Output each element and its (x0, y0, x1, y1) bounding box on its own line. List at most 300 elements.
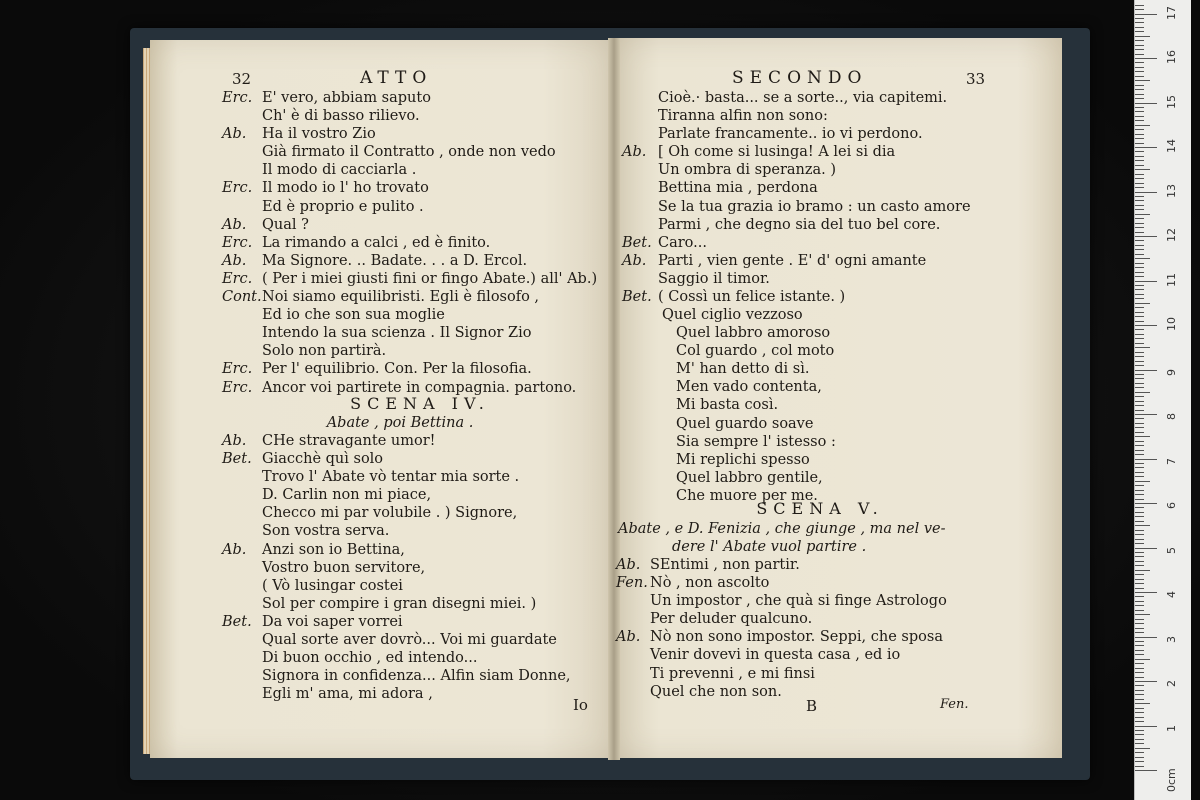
ruler-tick (1135, 708, 1144, 709)
line-text: Nò non sono impostor. Seppi, che sposa (650, 629, 943, 646)
right-page-number: 33 (966, 70, 986, 88)
ruler-tick (1135, 365, 1144, 366)
ruler-label: 16 (1165, 50, 1178, 64)
ruler-tick (1135, 450, 1144, 451)
ruler-tick (1135, 507, 1144, 508)
right-dialogue-block (622, 89, 971, 306)
ruler-tick (1135, 645, 1144, 646)
ruler-tick (1135, 303, 1150, 304)
ruler-tick (1135, 214, 1150, 215)
ruler-tick (1135, 441, 1144, 442)
ruler-tick (1135, 232, 1144, 233)
line-text: Caro... (658, 234, 707, 251)
ruler-tick (1135, 85, 1144, 86)
speaker-label: Ab. (616, 557, 641, 573)
aria-verse: Quel labbro gentile, (676, 469, 823, 486)
signature-mark: B (806, 697, 818, 715)
text-line (222, 667, 571, 685)
ruler-tick (1135, 160, 1144, 161)
line-text: Anzi son io Bettina, (262, 541, 405, 558)
ruler-tick (1135, 147, 1157, 148)
ruler-tick (1135, 534, 1144, 535)
ruler-tick (1135, 174, 1144, 175)
ruler-tick (1135, 463, 1144, 464)
ruler-tick (1135, 619, 1144, 620)
ruler-tick (1135, 209, 1144, 210)
ruler-tick (1135, 316, 1144, 317)
text-line (222, 450, 571, 468)
text-line (222, 685, 571, 703)
line-text: Ha il vostro Zio (262, 126, 376, 143)
text-line (622, 270, 971, 288)
ruler-tick (1135, 565, 1144, 566)
line-text: D. Carlin non mi piace, (262, 487, 432, 504)
left-catchword: Io (573, 696, 588, 714)
ruler-tick (1135, 62, 1144, 63)
ruler-label: 12 (1165, 228, 1178, 242)
speaker-label: Ab. (222, 541, 247, 558)
speaker-label: Erc. (222, 361, 253, 378)
speaker-label: Ab. (222, 126, 247, 143)
text-line (222, 324, 597, 342)
ruler-tick (1135, 151, 1144, 152)
ruler-tick (1135, 254, 1144, 255)
text-line (222, 504, 571, 522)
ruler-tick (1135, 94, 1144, 95)
ruler-tick (1135, 49, 1144, 50)
ruler-tick (1135, 485, 1144, 486)
line-text: Ti prevenni , e mi finsi (650, 665, 815, 682)
ruler-label: 15 (1165, 94, 1178, 109)
ruler-tick (1135, 178, 1144, 179)
left-scene-subtitle: Abate , poi Bettina . (326, 415, 474, 431)
ruler-tick (1135, 5, 1144, 6)
aria-verse: Sia sempre l' istesso : (676, 433, 836, 450)
ruler-tick (1135, 294, 1144, 295)
left-page-number: 32 (232, 70, 252, 88)
text-line (222, 216, 597, 234)
line-text: CHe stravagante umor! (262, 433, 436, 449)
text-line (222, 541, 571, 559)
ruler-tick (1135, 623, 1144, 624)
ruler-tick (1135, 610, 1144, 611)
aria-verse: Che muore per me. (676, 487, 818, 504)
ruler-tick (1135, 272, 1144, 273)
ruler-tick (1135, 325, 1157, 326)
ruler-label: 0cm (1165, 768, 1178, 792)
text-line (616, 628, 947, 646)
line-text: Vostro buon servitore, (262, 559, 426, 576)
text-line (622, 288, 971, 306)
text-line (222, 288, 597, 306)
text-line (222, 125, 597, 143)
text-line (622, 179, 971, 197)
ruler-tick (1135, 494, 1144, 495)
text-line (622, 143, 971, 161)
text-line (622, 216, 971, 234)
line-text: Già firmato il Contratto , onde non vedo (262, 144, 556, 161)
text-line (616, 610, 947, 628)
ruler-tick (1135, 27, 1144, 28)
ruler-label: 10 (1165, 317, 1178, 331)
text-line (222, 559, 571, 577)
ruler-tick (1135, 583, 1144, 584)
speaker-label: Erc. (222, 90, 253, 106)
line-text: Sol per compire i gran disegni miei. ) (262, 595, 537, 612)
ruler-tick (1135, 681, 1157, 682)
ruler-tick (1135, 298, 1144, 299)
ruler-tick (1135, 694, 1144, 695)
ruler-tick (1135, 138, 1144, 139)
line-text: Un ombra di speranza. ) (658, 162, 837, 179)
ruler-tick (1135, 472, 1144, 473)
ruler-tick (1135, 436, 1150, 437)
ruler-tick (1135, 205, 1144, 206)
ruler-tick (1135, 654, 1144, 655)
text-line (222, 595, 571, 613)
ruler-tick (1135, 579, 1144, 580)
ruler-tick (1135, 111, 1144, 112)
ruler-tick (1135, 548, 1157, 549)
line-text: Intendo la sua scienza . Il Signor Zio (262, 325, 532, 342)
ruler-tick (1135, 347, 1150, 348)
ruler-tick (1135, 614, 1150, 615)
ruler-tick (1135, 120, 1144, 121)
ruler-tick (1135, 641, 1144, 642)
ruler-tick (1135, 739, 1144, 740)
speaker-label: Ab. (622, 252, 647, 269)
ruler-tick (1135, 445, 1144, 446)
line-text: Egli m' ama, mi adora , (262, 686, 433, 703)
ruler-tick (1135, 734, 1144, 735)
ruler-tick (1135, 605, 1144, 606)
ruler-tick (1135, 31, 1144, 32)
ruler-tick (1135, 263, 1144, 264)
ruler-tick (1135, 218, 1144, 219)
ruler-tick (1135, 418, 1144, 419)
ruler-tick (1135, 516, 1144, 517)
ruler-label: 1 (1165, 724, 1178, 732)
ruler-tick (1135, 530, 1144, 531)
ruler-tick (1135, 752, 1144, 753)
ruler-tick (1135, 414, 1157, 415)
ruler-tick (1135, 757, 1144, 758)
text-line (616, 683, 947, 701)
text-line (222, 198, 597, 216)
ruler-tick (1135, 539, 1144, 540)
line-text: La rimando a calci , ed è finito. (262, 234, 491, 251)
ruler-tick (1135, 370, 1157, 371)
line-text: Un impostor , che quà si finge Astrologo (650, 593, 947, 610)
ruler-tick (1135, 89, 1144, 90)
left-dialogue-block (222, 89, 597, 397)
text-line (616, 574, 947, 592)
speaker-label: Ab. (622, 144, 647, 161)
text-line (616, 665, 947, 683)
ruler-tick (1135, 490, 1144, 491)
text-line (222, 161, 597, 179)
text-line (222, 631, 571, 649)
ruler-tick (1135, 183, 1144, 184)
text-line (222, 306, 597, 324)
ruler-tick (1135, 240, 1144, 241)
line-text: Se la tua grazia io bramo : un casto amore (658, 198, 971, 215)
line-text: Il modo io l' ho trovato (262, 180, 429, 197)
speaker-label: Bet. (222, 451, 252, 468)
ruler-label: 9 (1165, 368, 1178, 376)
ruler-tick (1135, 601, 1144, 602)
ruler-tick (1135, 410, 1144, 411)
ruler-tick (1135, 18, 1144, 19)
ruler-tick (1135, 525, 1150, 526)
ruler-tick (1135, 650, 1144, 651)
text-line (622, 161, 971, 179)
ruler-tick (1135, 454, 1144, 455)
ruler-tick (1135, 743, 1144, 744)
ruler-label: 17 (1165, 5, 1178, 20)
ruler-tick (1135, 356, 1144, 357)
text-line (222, 468, 571, 486)
ruler-tick (1135, 387, 1144, 388)
ruler-tick (1135, 685, 1144, 686)
ruler-tick (1135, 721, 1144, 722)
text-line (222, 143, 597, 161)
line-text: ( Per i miei giusti fini or fingo Abate.) all' Ab.) (262, 270, 598, 287)
line-text: Parlate francamente.. io vi perdono. (658, 126, 923, 143)
ruler-tick (1135, 392, 1150, 393)
ruler-tick (1135, 677, 1144, 678)
text-line (616, 646, 947, 664)
ruler-tick (1135, 459, 1157, 460)
ruler-tick (1135, 103, 1157, 104)
aria-verse: Men vado contenta, (676, 379, 822, 396)
ruler-tick (1135, 14, 1157, 15)
ruler-tick (1135, 223, 1144, 224)
ruler-tick (1135, 22, 1144, 23)
ruler-label: 7 (1165, 457, 1178, 465)
line-text: Quel che non son. (650, 683, 782, 700)
text-line (222, 522, 571, 540)
ruler-tick (1135, 396, 1144, 397)
ruler-tick (1135, 276, 1144, 277)
ruler-tick (1135, 503, 1157, 504)
ruler-tick (1135, 236, 1157, 237)
ruler-tick (1135, 9, 1144, 10)
ruler-label: 3 (1165, 635, 1178, 643)
ruler-tick (1135, 405, 1144, 406)
right-catchword: Fen. (940, 697, 969, 712)
ruler-tick (1135, 329, 1144, 330)
ruler-tick (1135, 592, 1157, 593)
line-text: ( Cossì un felice istante. ) (658, 289, 846, 306)
ruler-tick (1135, 116, 1144, 117)
text-line (222, 360, 597, 378)
ruler-tick (1135, 556, 1144, 557)
ruler-tick (1135, 672, 1144, 673)
ruler-tick (1135, 361, 1144, 362)
ruler-tick (1135, 521, 1144, 522)
right-running-header: SECONDO (732, 68, 868, 88)
line-text: Ed io che son sua moglie (262, 307, 445, 324)
ruler-tick (1135, 267, 1144, 268)
ruler-tick (1135, 289, 1144, 290)
aria-verses (662, 306, 836, 505)
line-text: Ma Signore. .. Badate. . . a D. Ercol. (262, 252, 528, 269)
ruler-tick (1135, 637, 1157, 638)
ruler-tick (1135, 134, 1144, 135)
ruler-tick (1135, 766, 1144, 767)
right-scene-subtitle-2: dere l' Abate vuol partire . (672, 539, 867, 555)
line-text: Noi siamo equilibristi. Egli è filosofo , (262, 289, 540, 306)
ruler-tick (1135, 245, 1144, 246)
line-text: Giacchè quì solo (262, 451, 384, 468)
ruler-tick (1135, 570, 1150, 571)
line-text: Trovo l' Abate vò tentar mia sorte . (262, 469, 520, 486)
aria-verse: Quel guardo soave (676, 415, 814, 432)
left-running-header: ATTO (360, 68, 433, 88)
line-text: ( Vò lusingar costei (262, 577, 403, 594)
ruler-label: 13 (1165, 183, 1178, 198)
ruler-tick (1135, 552, 1144, 553)
speaker-label: Erc. (222, 379, 253, 396)
speaker-label: Bet. (622, 289, 652, 306)
text-line (222, 649, 571, 667)
left-scene-title: SCENA IV. (350, 394, 490, 413)
text-line (622, 89, 971, 107)
ruler-tick (1135, 258, 1150, 259)
ruler-tick (1135, 748, 1150, 749)
ruler-label: 14 (1165, 139, 1178, 153)
ruler-tick (1135, 196, 1144, 197)
text-line (622, 125, 971, 143)
aria-verse: Quel ciglio vezzoso (662, 307, 803, 323)
ruler-tick (1135, 312, 1144, 313)
ruler-tick (1135, 129, 1144, 130)
ruler-tick (1135, 574, 1144, 575)
speaker-label: Fen. (616, 575, 648, 592)
ruler-tick (1135, 467, 1144, 468)
line-text: Tiranna alfin non sono: (658, 108, 828, 125)
ruler-tick (1135, 632, 1144, 633)
text-line (616, 556, 947, 574)
ruler-label: 11 (1165, 272, 1178, 287)
ruler-tick (1135, 423, 1144, 424)
line-text: Nò , non ascolto (650, 575, 770, 592)
speaker-label: Bet. (622, 234, 652, 251)
ruler-tick (1135, 165, 1144, 166)
ruler-tick (1135, 352, 1144, 353)
ruler-tick (1135, 401, 1144, 402)
ruler-tick (1135, 712, 1144, 713)
speaker-label: Ab. (222, 252, 247, 269)
right-scene-subtitle-1: Abate , e D. Fenizia , che giunge , ma nel ve- (618, 521, 946, 537)
line-text: Parti , vien gente . E' d' ogni amante (658, 252, 927, 269)
text-line (222, 179, 597, 197)
line-text: E' vero, abbiam saputo (262, 90, 431, 106)
line-text: Son vostra serva. (262, 523, 390, 540)
ruler-tick (1135, 432, 1144, 433)
aria-verse: Mi basta così. (676, 397, 779, 414)
ruler-tick (1135, 761, 1144, 762)
text-line (222, 270, 597, 288)
ruler-label: 2 (1165, 680, 1178, 687)
speaker-label: Erc. (222, 270, 253, 287)
text-line (222, 577, 571, 595)
aria-verse: Quel labbro amoroso (676, 325, 831, 342)
ruler-tick (1135, 703, 1150, 704)
speaker-label: Erc. (222, 234, 253, 251)
ruler-tick (1135, 378, 1144, 379)
ruler-tick (1135, 668, 1144, 669)
ruler-tick (1135, 690, 1144, 691)
right-scene-title: SCENA V. (756, 499, 884, 518)
text-line (622, 198, 971, 216)
text-line (222, 432, 571, 450)
line-text: Venir dovevi in questa casa , ed io (650, 647, 901, 664)
ruler-label: 8 (1165, 413, 1178, 420)
ruler-tick (1135, 45, 1144, 46)
ruler-tick (1135, 481, 1150, 482)
line-text: Per l' equilibrio. Con. Per la filosofia. (262, 361, 532, 378)
ruler-tick (1135, 717, 1144, 718)
ruler-tick (1135, 663, 1144, 664)
ruler-tick (1135, 383, 1144, 384)
speaker-label: Cont. (222, 289, 262, 306)
measurement-ruler (1134, 0, 1191, 800)
ruler-tick (1135, 321, 1144, 322)
line-text: Bettina mia , perdona (658, 180, 818, 197)
ruler-tick (1135, 338, 1144, 339)
ruler-tick (1135, 71, 1144, 72)
line-text: Solo non partirà. (262, 343, 387, 360)
speaker-label: Erc. (222, 180, 253, 197)
ruler-tick (1135, 543, 1144, 544)
ruler-tick (1135, 76, 1144, 77)
aria-verse: Mi replichi spesso (676, 451, 810, 468)
ruler-label: 5 (1165, 546, 1178, 554)
ruler-tick (1135, 107, 1144, 108)
ruler-tick (1135, 726, 1157, 727)
line-text: Qual ? (262, 216, 309, 233)
ruler-tick (1135, 58, 1157, 59)
text-line (222, 234, 597, 252)
line-text: SEntimi , non partir. (650, 557, 800, 573)
ruler-label: 6 (1165, 502, 1178, 509)
ruler-tick (1135, 499, 1144, 500)
line-text: Saggio il timor. (658, 270, 770, 287)
ruler-tick (1135, 249, 1144, 250)
line-text: Parmi , che degno sia del tuo bel core. (658, 216, 941, 233)
line-text: Il modo di cacciarla . (262, 162, 417, 179)
right-scene-dialogue (616, 556, 947, 701)
ruler-tick (1135, 374, 1144, 375)
ruler-tick (1135, 770, 1157, 771)
ruler-tick (1135, 307, 1144, 308)
ruler-tick (1135, 125, 1150, 126)
ruler-tick (1135, 588, 1144, 589)
aria-verse: Col guardo , col moto (676, 343, 835, 360)
ruler-tick (1135, 659, 1150, 660)
ruler-tick (1135, 143, 1144, 144)
text-line (222, 89, 597, 107)
left-scene-dialogue (222, 432, 571, 703)
line-text: Qual sorte aver dovrò... Voi mi guardate (262, 632, 557, 649)
ruler-tick (1135, 285, 1144, 286)
ruler-tick (1135, 227, 1144, 228)
ruler-tick (1135, 169, 1150, 170)
ruler-tick (1135, 512, 1144, 513)
ruler-tick (1135, 427, 1144, 428)
